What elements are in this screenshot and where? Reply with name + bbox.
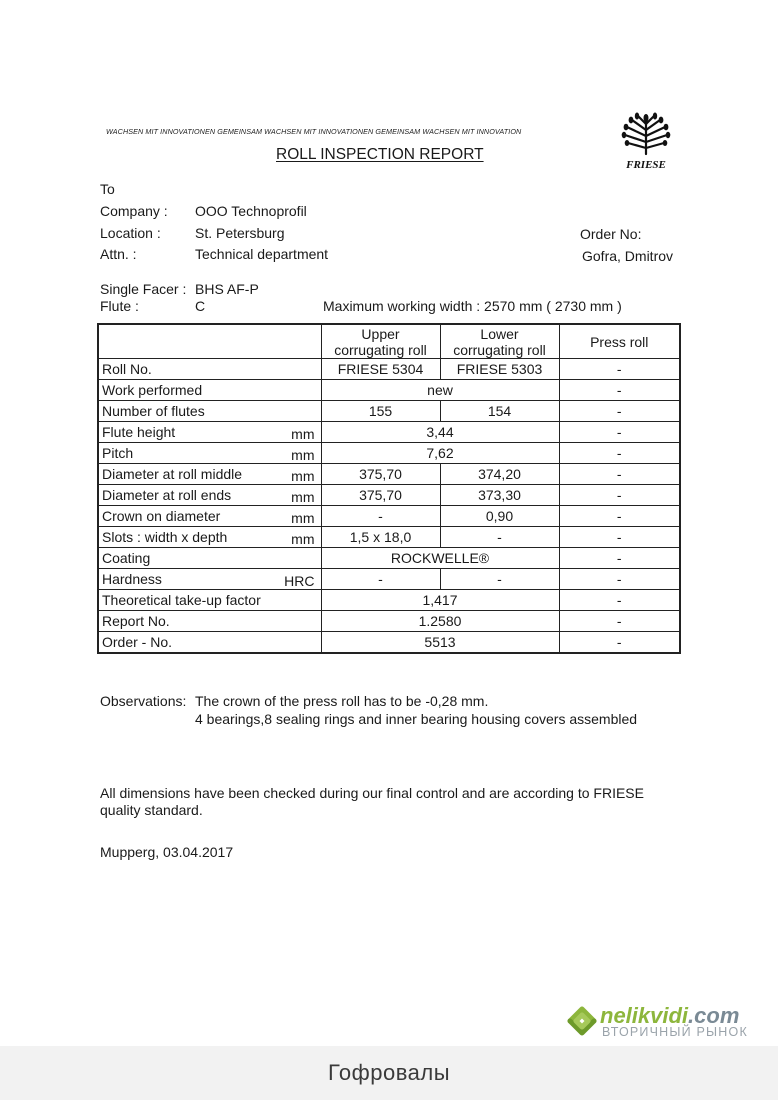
merged-value: 7,62	[321, 443, 559, 464]
row-unit: HRC	[284, 573, 315, 589]
upper-value: 155	[321, 401, 440, 422]
row-label	[98, 548, 321, 569]
merged-value: 3,44	[321, 422, 559, 443]
table-row	[98, 527, 680, 548]
merged-value: 5513	[321, 632, 559, 654]
row-label-text: Diameter at roll ends	[102, 487, 232, 503]
header-press-roll: Press roll	[559, 324, 680, 359]
press-value: -	[559, 443, 680, 464]
observations-label: Observations:	[100, 693, 187, 709]
row-unit: mm	[291, 447, 315, 463]
header-upper-roll	[321, 324, 440, 359]
header-lower-line1: Lower	[480, 325, 519, 342]
header-upper-line1: Upper	[361, 325, 400, 342]
row-label	[98, 611, 321, 632]
press-value: -	[559, 527, 680, 548]
row-label	[98, 506, 321, 527]
merged-value: new	[321, 380, 559, 401]
table-header-row	[98, 324, 680, 359]
press-value: -	[559, 464, 680, 485]
location-label: Location :	[100, 225, 161, 241]
report-title: ROLL INSPECTION REPORT	[276, 146, 484, 163]
row-label	[98, 443, 321, 464]
upper-value: 375,70	[321, 464, 440, 485]
row-label-text: Work performed	[102, 382, 203, 398]
row-label-text: Flute height	[102, 424, 176, 440]
row-unit: mm	[291, 531, 315, 547]
row-label	[98, 590, 321, 611]
table-row	[98, 380, 680, 401]
lower-value: 373,30	[440, 485, 559, 506]
upper-value: -	[321, 506, 440, 527]
location-value: St. Petersburg	[195, 225, 285, 241]
upper-value: 1,5 x 18,0	[321, 527, 440, 548]
header-lower-line2: corrugating roll	[453, 341, 546, 358]
row-label-text: Crown on diameter	[102, 508, 221, 524]
lower-value: -	[440, 527, 559, 548]
row-unit: mm	[291, 489, 315, 505]
header-lower-roll	[440, 324, 559, 359]
merged-value: 1.2580	[321, 611, 559, 632]
row-unit: mm	[291, 510, 315, 526]
header-tagline: WACHSEN MIT INNOVATIONEN GEMEINSAM WACHSEN MIT INNOVATIONEN GEMEINSAM WACHSEN MIT INNOVATION	[106, 127, 522, 136]
header-upper-line2: corrugating roll	[334, 341, 427, 358]
place-date: Mupperg, 03.04.2017	[100, 844, 234, 860]
flute-value: C	[195, 298, 206, 314]
table-row	[98, 443, 680, 464]
press-value: -	[559, 359, 680, 380]
row-label-text: Hardness	[102, 571, 162, 587]
lower-value: 154	[440, 401, 559, 422]
row-label-text: Pitch	[102, 445, 134, 461]
press-value: -	[559, 611, 680, 632]
company-value: OOO Technoprofil	[195, 203, 307, 219]
logo-text: FRIESE	[626, 159, 666, 171]
row-label-text: Order - No.	[102, 634, 173, 650]
merged-value: ROCKWELLE®	[321, 548, 559, 569]
table-row	[98, 590, 680, 611]
statement-line1: All dimensions have been checked during our final control and are according to FRIESE	[100, 785, 644, 801]
order-no-label: Order No:	[580, 226, 642, 242]
statement-line2: quality standard.	[100, 802, 203, 818]
row-label-text: Report No.	[102, 613, 170, 629]
press-value: -	[559, 569, 680, 590]
row-label	[98, 632, 321, 654]
company-label: Company :	[100, 203, 168, 219]
flute-label: Flute :	[100, 298, 139, 314]
friese-tree-logo	[616, 110, 676, 172]
upper-value: -	[321, 569, 440, 590]
single-facer-value: BHS AF-P	[195, 281, 259, 297]
row-label-text: Diameter at roll middle	[102, 466, 243, 482]
row-label-text: Number of flutes	[102, 403, 205, 419]
upper-value: 375,70	[321, 485, 440, 506]
row-label	[98, 422, 321, 443]
max-working-width: Maximum working width : 2570 mm ( 2730 mm )	[323, 298, 622, 314]
watermark-subtitle: ВТОРИЧНЫЙ РЫНОК	[602, 1025, 748, 1039]
attn-label: Attn. :	[100, 246, 137, 262]
press-value: -	[559, 632, 680, 654]
header-blank	[98, 324, 321, 359]
inspection-table	[97, 323, 681, 654]
row-label	[98, 380, 321, 401]
press-value: -	[559, 380, 680, 401]
press-value: -	[559, 590, 680, 611]
watermark-name-text: nelikvidi	[600, 1003, 689, 1028]
press-value: -	[559, 548, 680, 569]
press-value: -	[559, 485, 680, 506]
upper-value: FRIESE 5304	[321, 359, 440, 380]
row-label	[98, 359, 321, 380]
observations-line1: The crown of the press roll has to be -0,28 mm.	[195, 693, 489, 709]
lower-value: -	[440, 569, 559, 590]
lower-value: 0,90	[440, 506, 559, 527]
row-label-text: Theoretical take-up factor	[102, 592, 261, 608]
nelikvidi-logo-icon	[564, 1003, 600, 1039]
attn-value: Technical department	[195, 246, 329, 262]
press-value: -	[559, 506, 680, 527]
press-value: -	[559, 401, 680, 422]
table-row	[98, 569, 680, 590]
lower-value: FRIESE 5303	[440, 359, 559, 380]
row-label	[98, 401, 321, 422]
order-no-value: Gofra, Dmitrov	[582, 248, 674, 264]
table-row	[98, 611, 680, 632]
row-unit: mm	[291, 426, 315, 442]
caption-text: Гофровалы	[327, 1060, 451, 1085]
to-label: To	[100, 181, 115, 197]
table-row	[98, 401, 680, 422]
row-label-text: Slots : width x depth	[102, 529, 228, 545]
table-row	[98, 632, 680, 654]
table-row	[98, 464, 680, 485]
observations-line2: 4 bearings,8 sealing rings and inner bearing housing covers assembled	[195, 711, 638, 727]
row-label	[98, 464, 321, 485]
table-row	[98, 359, 680, 380]
row-label	[98, 527, 321, 548]
row-label-text: Coating	[102, 550, 151, 566]
table-row	[98, 548, 680, 569]
row-label-text: Roll No.	[102, 361, 152, 377]
table-row	[98, 485, 680, 506]
row-label	[98, 569, 321, 590]
row-unit: mm	[291, 468, 315, 484]
single-facer-label: Single Facer :	[100, 281, 187, 297]
row-label	[98, 485, 321, 506]
table-row	[98, 422, 680, 443]
press-value: -	[559, 422, 680, 443]
table-row	[98, 506, 680, 527]
watermark-com-text: .com	[688, 1003, 740, 1028]
lower-value: 374,20	[440, 464, 559, 485]
merged-value: 1,417	[321, 590, 559, 611]
